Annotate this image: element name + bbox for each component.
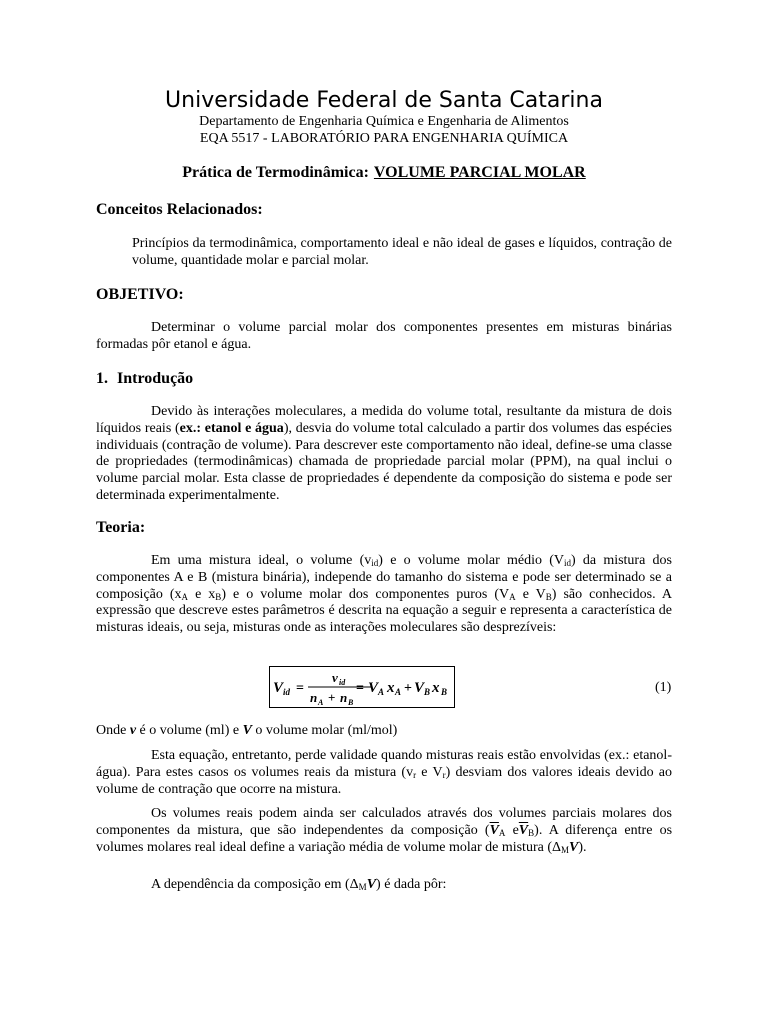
university-name: Universidade Federal de Santa Catarina bbox=[165, 88, 603, 113]
symbol-V: V bbox=[242, 723, 252, 738]
intro-bold-ex: ex.: bbox=[179, 420, 202, 436]
objective-heading: OBJETIVO: bbox=[96, 286, 184, 303]
partial-volume-a: $\overline{V}$ bbox=[489, 822, 499, 838]
eq-lhs: V bbox=[273, 680, 284, 696]
symbol-V: V bbox=[366, 877, 377, 892]
theory-paragraph-4 bbox=[96, 877, 672, 894]
eq-equals-2: = bbox=[356, 681, 364, 696]
t-sub: id bbox=[371, 558, 379, 568]
intro-paragraph bbox=[96, 404, 672, 505]
theory-paragraph-3 bbox=[96, 806, 672, 856]
t-text: e V bbox=[416, 764, 443, 780]
eq-plus: + bbox=[404, 681, 412, 696]
eq-lhs-sub: id bbox=[283, 687, 291, 697]
intro-number: 1. bbox=[96, 370, 108, 387]
eq-xb: x bbox=[432, 680, 440, 696]
partial-volume-b: $\overline{V}$ bbox=[518, 822, 529, 838]
concepts-heading: Conceitos Relacionados: bbox=[96, 201, 263, 218]
t-text: ) desviam dos valores ideais devido ao volume de contração que ocorre na mistura. bbox=[96, 764, 672, 797]
intro-bold-example: etanol e água bbox=[204, 420, 284, 436]
t-sub: A bbox=[498, 827, 506, 838]
t-text: o volume molar (ml/mol) bbox=[251, 723, 398, 738]
t-text: Os volumes reais podem ainda ser calculados através dos volumes parciais molares dos componentes da mistura, que são independentes da composição ( bbox=[96, 806, 672, 838]
where-line bbox=[96, 723, 672, 740]
equation-svg bbox=[270, 667, 456, 709]
t-text: ) da mistura dos componentes A e B (mistura binária), independe do tamanho do sistema e pode ser determinado se a composição (x bbox=[96, 553, 672, 602]
symbol-V: V bbox=[569, 839, 579, 855]
concepts-text: Princípios da termodinâmica, comportamento ideal e não ideal de gases e líquidos, contração de volume, quantidade molar e parcial molar. bbox=[132, 236, 672, 268]
t-sub: B bbox=[528, 827, 535, 838]
eq-xb-sub: B bbox=[441, 687, 448, 697]
course-name: EQA 5517 - LABORATÓRIO PARA ENGENHARIA QUÍMICA bbox=[199, 131, 569, 146]
t-text: Em uma mistura ideal, o volume (v bbox=[151, 553, 372, 568]
t-text: ). A diferença entre os volumes molares real ideal define a variação média de volume molar de mistura ( bbox=[96, 822, 673, 855]
equation-number: (1) bbox=[655, 680, 672, 695]
eq-vb: V bbox=[414, 680, 425, 696]
theory-heading: Teoria: bbox=[96, 519, 146, 536]
t-sub: B bbox=[215, 591, 222, 602]
delta-symbol: Δ bbox=[551, 839, 561, 855]
theory-paragraph-1 bbox=[96, 553, 672, 637]
t-sub: r bbox=[413, 769, 417, 780]
t-sub: M bbox=[561, 844, 570, 855]
eq-den-b: B bbox=[348, 698, 354, 707]
eq-den-plus: + bbox=[328, 690, 336, 705]
eq-numerator-sub: id bbox=[339, 678, 346, 687]
t-text: ) é dada pôr: bbox=[376, 877, 447, 892]
symbol-v: v bbox=[129, 723, 137, 738]
t-sub: A bbox=[509, 591, 516, 602]
department-name: Departamento de Engenharia Química e Engenharia de Alimentos bbox=[199, 114, 569, 129]
t-text: e bbox=[512, 822, 519, 838]
eq-den-a: A bbox=[318, 698, 324, 707]
intro-heading-text: Introdução bbox=[117, 370, 194, 387]
eq-va: V bbox=[368, 680, 379, 696]
delta-symbol: Δ bbox=[349, 877, 359, 892]
eq-vb-sub: B bbox=[424, 687, 431, 697]
practice-prefix: Prática de Termodinâmica: bbox=[182, 164, 369, 181]
t-text: ) e o volume molar médio (V bbox=[378, 553, 564, 568]
t-sub: id bbox=[563, 558, 571, 568]
equation-1 bbox=[269, 666, 455, 708]
eq-den-nb: n bbox=[340, 690, 348, 705]
eq-equals-1: = bbox=[296, 681, 304, 696]
t-sub: B bbox=[545, 591, 552, 602]
t-text: e V bbox=[515, 586, 546, 602]
t-sub: A bbox=[181, 591, 189, 602]
intro-heading bbox=[96, 370, 193, 388]
t-text: e x bbox=[188, 586, 216, 602]
t-text: ). bbox=[578, 839, 587, 855]
t-text: Onde bbox=[96, 723, 130, 738]
eq-den-na: n bbox=[310, 690, 318, 705]
t-text: ) são conhecidos. A expressão que descreve estes parâmetros é descrita na equação a seguir e representa a característica de misturas ideais, ou seja, misturas onde as interações moleculares são desprezíveis: bbox=[96, 586, 672, 636]
t-text: ) e o volume molar dos componentes puros (V bbox=[221, 586, 510, 602]
intro-text-2: ), desvia do volume total calculado a partir dos volumes das espécies individuais (contração de volume). Para descrever este comportamento não ideal, define-se uma classe de propriedades (termodinâmicas) chamada de propriedade parcial molar (PPM), na qual inclui o volume parcial molar. Esta classe de propriedades é dependente da composição do sistema e pode ser determinada experimentalmente. bbox=[96, 420, 672, 503]
eq-va-sub: A bbox=[378, 687, 385, 697]
practice-topic: VOLUME PARCIAL MOLAR bbox=[373, 164, 586, 181]
eq-xa: x bbox=[387, 680, 395, 696]
theory-paragraph-2 bbox=[96, 748, 672, 798]
objective-text: Determinar o volume parcial molar dos componentes presentes em misturas binárias formadas pôr etanol e água. bbox=[96, 320, 672, 352]
t-text: é o volume (ml) e bbox=[136, 723, 243, 738]
t-text: Esta equação, entretanto, perde validade quando misturas reais estão envolvidas (ex.: etanol-água). Para estes casos os volumes reais da mistura (v bbox=[96, 748, 672, 780]
t-sub: M bbox=[358, 882, 367, 892]
eq-numerator: v bbox=[332, 670, 338, 685]
t-text: A dependência da composição em ( bbox=[151, 877, 350, 892]
eq-xa-sub: A bbox=[395, 687, 402, 697]
t-sub: r bbox=[442, 769, 446, 780]
intro-text-1: Devido às interações moleculares, a medida do volume total, resultante da mistura de dois líquidos reais ( bbox=[96, 404, 672, 436]
practice-title bbox=[0, 164, 768, 182]
